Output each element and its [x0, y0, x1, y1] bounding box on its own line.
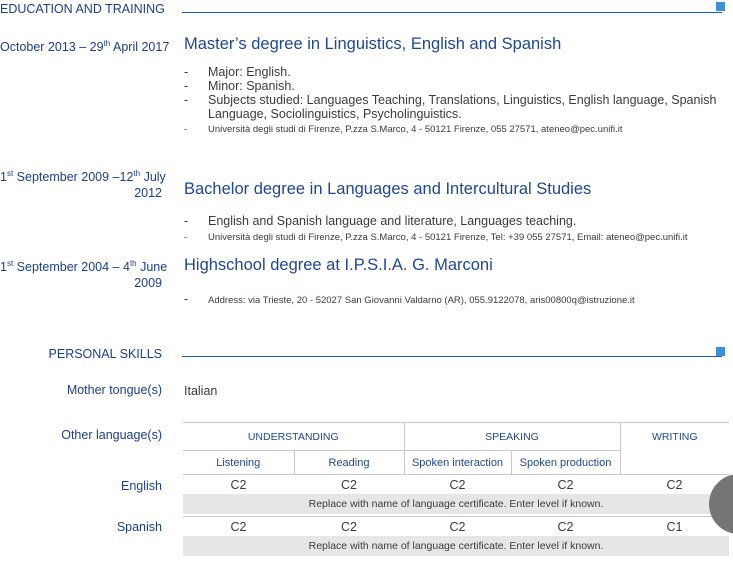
- entry-bullets: - Address: via Trieste, 20 - 52027 San Giovanni Valdarno (AR), 055.9122078, aris00800q@istruzione.it: [184, 292, 635, 306]
- entry-bullets: - Major: English. - Minor: Spanish. - Subjects studied: Languages Teaching, Translations, Linguistics, English language, Spanish Language, Sociolinguistics, Psycholinguistics. - Università degli studi di Firenze, P.zza S.Marco, 4 - 50121 Firenze, 055 27571, ateneo@pec.unifi.it: [184, 65, 717, 135]
- entry-bullets: - English and Spanish language and literature, Languages teaching. - Università degli studi di Firenze, P.zza S.Marco, 4 - 50121 Firenze, Tel: +39 055 27571, Email: ateneo@pec.unifi.it: [184, 214, 688, 243]
- certificate-note: Replace with name of language certificate. Enter level if known.: [183, 494, 729, 514]
- language-name: English: [121, 479, 162, 493]
- sub-header: Listening: [183, 451, 294, 475]
- section-title-education: EDUCATION AND TRAINING: [0, 2, 165, 16]
- section-marker: [716, 347, 725, 356]
- group-header: WRITING: [620, 423, 729, 451]
- entry-title: Highschool degree at I.P.S.I.A. G. Marconi: [184, 256, 493, 274]
- sub-header: Reading: [294, 451, 404, 475]
- group-header: SPEAKING: [404, 423, 620, 451]
- entry-date: 1st September 2004 – 4th June 2009: [0, 259, 168, 291]
- group-header: UNDERSTANDING: [183, 423, 404, 451]
- certificate-note: Replace with name of language certificate. Enter level if known.: [183, 536, 729, 556]
- level-cell: C1: [620, 517, 729, 537]
- level-cell: C2: [511, 517, 620, 537]
- mother-tongue-label: Mother tongue(s): [66, 383, 162, 397]
- level-cell: C2: [294, 475, 404, 495]
- level-cell: C2: [183, 475, 294, 495]
- level-cell: C2: [620, 475, 729, 495]
- section-divider: [182, 356, 722, 357]
- entry-date: October 2013 – 29th April 2017: [0, 39, 170, 55]
- level-cell: C2: [404, 475, 511, 495]
- sub-header: Spoken production: [511, 451, 620, 475]
- level-cell: C2: [511, 475, 620, 495]
- level-cell: C2: [183, 517, 294, 537]
- language-name: Spanish: [116, 520, 162, 534]
- entry-title: Master’s degree in Linguistics, English and Spanish: [184, 35, 562, 53]
- entry-date: 1st September 2009 –12th July 2012: [0, 169, 166, 201]
- level-cell: C2: [294, 517, 404, 537]
- section-title-skills: PERSONAL SKILLS: [48, 347, 162, 361]
- section-marker: [716, 2, 725, 11]
- level-cell: C2: [404, 517, 511, 537]
- language-table: [183, 422, 729, 556]
- entry-title: Bachelor degree in Languages and Intercultural Studies: [184, 180, 592, 198]
- section-divider: [182, 12, 722, 13]
- sub-header-empty: [620, 451, 729, 475]
- other-languages-label: Other language(s): [61, 428, 162, 442]
- sub-header: Spoken interaction: [404, 451, 511, 475]
- mother-tongue-value: Italian: [184, 384, 218, 398]
